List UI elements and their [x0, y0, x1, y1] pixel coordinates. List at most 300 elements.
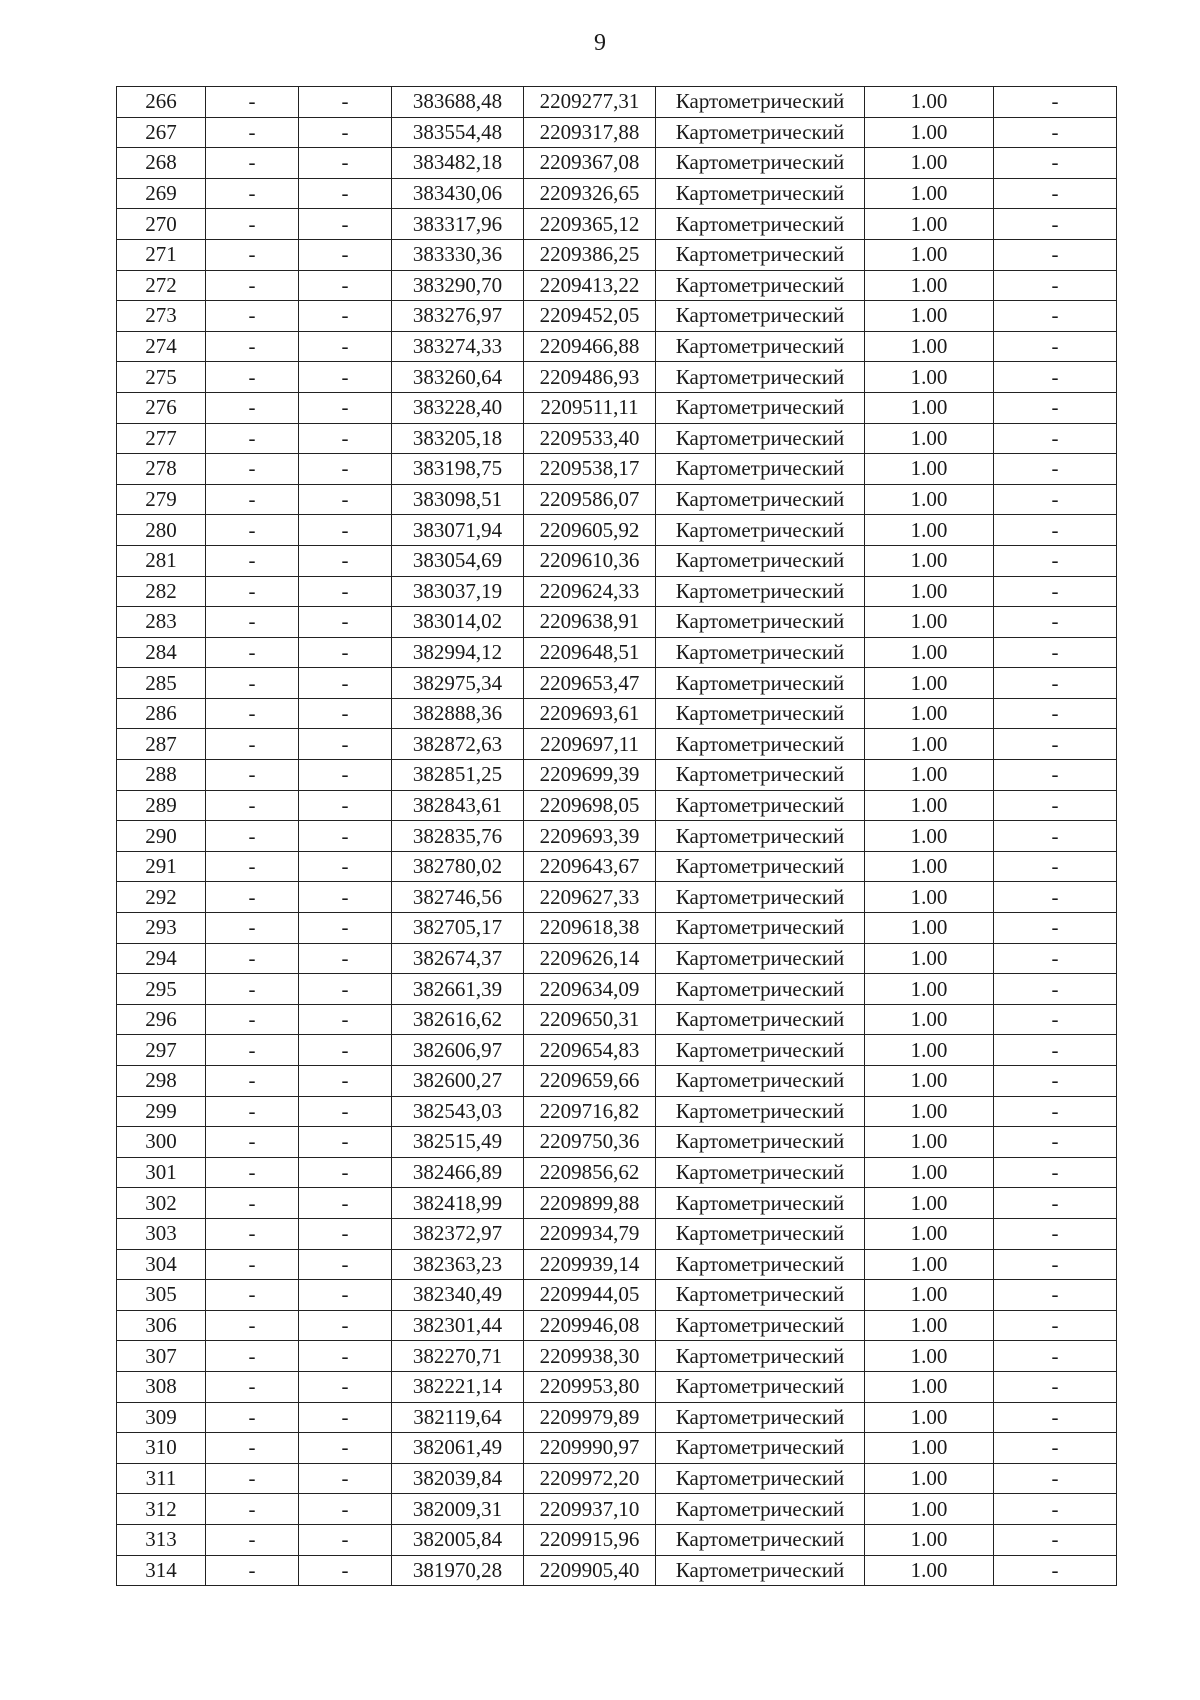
table-row: [117, 1402, 1117, 1433]
accuracy-cell: 1.00: [865, 1402, 994, 1433]
old-y-cell: -: [299, 1157, 392, 1188]
table-row: [117, 1188, 1117, 1219]
old-y-cell: -: [299, 1310, 392, 1341]
y-coordinate-cell: 2209944,05: [524, 1280, 656, 1311]
table-row: [117, 1280, 1117, 1311]
old-x-cell: -: [206, 239, 299, 270]
x-coordinate-cell: 382466,89: [392, 1157, 524, 1188]
y-coordinate-cell: 2209317,88: [524, 117, 656, 148]
method-cell: Картометрический: [656, 1310, 865, 1341]
description-cell: -: [994, 1249, 1117, 1280]
description-cell: -: [994, 729, 1117, 760]
accuracy-cell: 1.00: [865, 1280, 994, 1311]
y-coordinate-cell: 2209937,10: [524, 1494, 656, 1525]
x-coordinate-cell: 383198,75: [392, 454, 524, 485]
y-coordinate-cell: 2209610,36: [524, 545, 656, 576]
page-number: 9: [594, 30, 606, 56]
old-y-cell: -: [299, 270, 392, 301]
accuracy-cell: 1.00: [865, 423, 994, 454]
description-cell: -: [994, 1433, 1117, 1464]
coordinates-table-body: [117, 87, 1117, 1586]
method-cell: Картометрический: [656, 148, 865, 179]
old-y-cell: -: [299, 1463, 392, 1494]
table-row: [117, 392, 1117, 423]
method-cell: Картометрический: [656, 882, 865, 913]
table-row: [117, 1371, 1117, 1402]
accuracy-cell: 1.00: [865, 668, 994, 699]
x-coordinate-cell: 382835,76: [392, 821, 524, 852]
point-number-cell: 269: [117, 178, 206, 209]
old-y-cell: -: [299, 301, 392, 332]
point-number-cell: 303: [117, 1218, 206, 1249]
old-x-cell: -: [206, 1402, 299, 1433]
table-row: [117, 943, 1117, 974]
y-coordinate-cell: 2209693,39: [524, 821, 656, 852]
method-cell: Картометрический: [656, 637, 865, 668]
old-y-cell: -: [299, 331, 392, 362]
old-x-cell: -: [206, 943, 299, 974]
point-number-cell: 305: [117, 1280, 206, 1311]
old-x-cell: -: [206, 698, 299, 729]
old-y-cell: -: [299, 607, 392, 638]
accuracy-cell: 1.00: [865, 1371, 994, 1402]
old-x-cell: -: [206, 209, 299, 240]
accuracy-cell: 1.00: [865, 148, 994, 179]
old-x-cell: -: [206, 1066, 299, 1097]
old-y-cell: -: [299, 454, 392, 485]
point-number-cell: 301: [117, 1157, 206, 1188]
old-y-cell: -: [299, 392, 392, 423]
y-coordinate-cell: 2209979,89: [524, 1402, 656, 1433]
accuracy-cell: 1.00: [865, 117, 994, 148]
old-x-cell: -: [206, 1555, 299, 1586]
table-row: [117, 1035, 1117, 1066]
x-coordinate-cell: 383430,06: [392, 178, 524, 209]
point-number-cell: 295: [117, 974, 206, 1005]
description-cell: -: [994, 1310, 1117, 1341]
description-cell: -: [994, 943, 1117, 974]
accuracy-cell: 1.00: [865, 1188, 994, 1219]
method-cell: Картометрический: [656, 974, 865, 1005]
old-x-cell: -: [206, 1249, 299, 1280]
old-x-cell: -: [206, 1127, 299, 1158]
method-cell: Картометрический: [656, 1341, 865, 1372]
method-cell: Картометрический: [656, 1004, 865, 1035]
accuracy-cell: 1.00: [865, 1433, 994, 1464]
description-cell: -: [994, 1188, 1117, 1219]
y-coordinate-cell: 2209915,96: [524, 1524, 656, 1555]
y-coordinate-cell: 2209386,25: [524, 239, 656, 270]
table-row: [117, 576, 1117, 607]
y-coordinate-cell: 2209277,31: [524, 87, 656, 118]
y-coordinate-cell: 2209653,47: [524, 668, 656, 699]
method-cell: Картометрический: [656, 1555, 865, 1586]
point-number-cell: 314: [117, 1555, 206, 1586]
old-x-cell: -: [206, 1341, 299, 1372]
table-row: [117, 87, 1117, 118]
y-coordinate-cell: 2209618,38: [524, 913, 656, 944]
description-cell: -: [994, 484, 1117, 515]
old-x-cell: -: [206, 913, 299, 944]
y-coordinate-cell: 2209627,33: [524, 882, 656, 913]
y-coordinate-cell: 2209990,97: [524, 1433, 656, 1464]
old-x-cell: -: [206, 178, 299, 209]
table-row: [117, 239, 1117, 270]
old-x-cell: -: [206, 1188, 299, 1219]
accuracy-cell: 1.00: [865, 576, 994, 607]
x-coordinate-cell: 383037,19: [392, 576, 524, 607]
table-row: [117, 484, 1117, 515]
old-x-cell: -: [206, 484, 299, 515]
accuracy-cell: 1.00: [865, 1494, 994, 1525]
y-coordinate-cell: 2209650,31: [524, 1004, 656, 1035]
accuracy-cell: 1.00: [865, 454, 994, 485]
accuracy-cell: 1.00: [865, 698, 994, 729]
old-y-cell: -: [299, 1341, 392, 1372]
point-number-cell: 271: [117, 239, 206, 270]
old-y-cell: -: [299, 1433, 392, 1464]
old-y-cell: -: [299, 1280, 392, 1311]
accuracy-cell: 1.00: [865, 1096, 994, 1127]
old-x-cell: -: [206, 1463, 299, 1494]
point-number-cell: 309: [117, 1402, 206, 1433]
accuracy-cell: 1.00: [865, 301, 994, 332]
y-coordinate-cell: 2209638,91: [524, 607, 656, 638]
method-cell: Картометрический: [656, 1371, 865, 1402]
old-x-cell: -: [206, 790, 299, 821]
point-number-cell: 302: [117, 1188, 206, 1219]
x-coordinate-cell: 383688,48: [392, 87, 524, 118]
y-coordinate-cell: 2209365,12: [524, 209, 656, 240]
old-y-cell: -: [299, 1494, 392, 1525]
x-coordinate-cell: 382543,03: [392, 1096, 524, 1127]
old-y-cell: -: [299, 178, 392, 209]
x-coordinate-cell: 382270,71: [392, 1341, 524, 1372]
description-cell: -: [994, 515, 1117, 546]
point-number-cell: 312: [117, 1494, 206, 1525]
x-coordinate-cell: 383054,69: [392, 545, 524, 576]
old-y-cell: -: [299, 1127, 392, 1158]
old-y-cell: -: [299, 423, 392, 454]
old-x-cell: -: [206, 851, 299, 882]
description-cell: -: [994, 607, 1117, 638]
table-row: [117, 1494, 1117, 1525]
point-number-cell: 298: [117, 1066, 206, 1097]
description-cell: -: [994, 454, 1117, 485]
method-cell: Картометрический: [656, 1188, 865, 1219]
table-row: [117, 1096, 1117, 1127]
description-cell: -: [994, 1463, 1117, 1494]
y-coordinate-cell: 2209326,65: [524, 178, 656, 209]
description-cell: -: [994, 423, 1117, 454]
table-row: [117, 117, 1117, 148]
y-coordinate-cell: 2209716,82: [524, 1096, 656, 1127]
description-cell: -: [994, 1402, 1117, 1433]
x-coordinate-cell: 382221,14: [392, 1371, 524, 1402]
y-coordinate-cell: 2209953,80: [524, 1371, 656, 1402]
description-cell: -: [994, 270, 1117, 301]
point-number-cell: 292: [117, 882, 206, 913]
old-x-cell: -: [206, 270, 299, 301]
y-coordinate-cell: 2209938,30: [524, 1341, 656, 1372]
method-cell: Картометрический: [656, 117, 865, 148]
old-y-cell: -: [299, 1249, 392, 1280]
table-row: [117, 423, 1117, 454]
accuracy-cell: 1.00: [865, 1341, 994, 1372]
method-cell: Картометрический: [656, 760, 865, 791]
old-y-cell: -: [299, 760, 392, 791]
old-y-cell: -: [299, 1218, 392, 1249]
x-coordinate-cell: 382606,97: [392, 1035, 524, 1066]
table-row: [117, 545, 1117, 576]
old-x-cell: -: [206, 1371, 299, 1402]
point-number-cell: 267: [117, 117, 206, 148]
accuracy-cell: 1.00: [865, 729, 994, 760]
table-row: [117, 454, 1117, 485]
old-y-cell: -: [299, 943, 392, 974]
point-number-cell: 276: [117, 392, 206, 423]
x-coordinate-cell: 382661,39: [392, 974, 524, 1005]
method-cell: Картометрический: [656, 1035, 865, 1066]
method-cell: Картометрический: [656, 851, 865, 882]
description-cell: -: [994, 668, 1117, 699]
x-coordinate-cell: 382301,44: [392, 1310, 524, 1341]
description-cell: -: [994, 698, 1117, 729]
x-coordinate-cell: 382340,49: [392, 1280, 524, 1311]
description-cell: -: [994, 148, 1117, 179]
accuracy-cell: 1.00: [865, 331, 994, 362]
point-number-cell: 313: [117, 1524, 206, 1555]
y-coordinate-cell: 2209698,05: [524, 790, 656, 821]
description-cell: -: [994, 392, 1117, 423]
x-coordinate-cell: 383098,51: [392, 484, 524, 515]
description-cell: -: [994, 1341, 1117, 1372]
description-cell: -: [994, 239, 1117, 270]
description-cell: -: [994, 362, 1117, 393]
point-number-cell: 283: [117, 607, 206, 638]
accuracy-cell: 1.00: [865, 1066, 994, 1097]
y-coordinate-cell: 2209634,09: [524, 974, 656, 1005]
y-coordinate-cell: 2209624,33: [524, 576, 656, 607]
old-y-cell: -: [299, 974, 392, 1005]
table-row: [117, 1127, 1117, 1158]
y-coordinate-cell: 2209413,22: [524, 270, 656, 301]
old-x-cell: -: [206, 882, 299, 913]
x-coordinate-cell: 383330,36: [392, 239, 524, 270]
x-coordinate-cell: 383014,02: [392, 607, 524, 638]
old-y-cell: -: [299, 1371, 392, 1402]
y-coordinate-cell: 2209972,20: [524, 1463, 656, 1494]
x-coordinate-cell: 382061,49: [392, 1433, 524, 1464]
old-y-cell: -: [299, 576, 392, 607]
old-x-cell: -: [206, 576, 299, 607]
old-x-cell: -: [206, 760, 299, 791]
y-coordinate-cell: 2209697,11: [524, 729, 656, 760]
y-coordinate-cell: 2209511,11: [524, 392, 656, 423]
x-coordinate-cell: 381970,28: [392, 1555, 524, 1586]
y-coordinate-cell: 2209367,08: [524, 148, 656, 179]
y-coordinate-cell: 2209693,61: [524, 698, 656, 729]
x-coordinate-cell: 383554,48: [392, 117, 524, 148]
point-number-cell: 293: [117, 913, 206, 944]
table-row: [117, 607, 1117, 638]
point-number-cell: 275: [117, 362, 206, 393]
table-row: [117, 148, 1117, 179]
description-cell: -: [994, 178, 1117, 209]
method-cell: Картометрический: [656, 239, 865, 270]
method-cell: Картометрический: [656, 1249, 865, 1280]
method-cell: Картометрический: [656, 790, 865, 821]
description-cell: -: [994, 1555, 1117, 1586]
old-y-cell: -: [299, 484, 392, 515]
description-cell: -: [994, 821, 1117, 852]
method-cell: Картометрический: [656, 270, 865, 301]
point-number-cell: 266: [117, 87, 206, 118]
x-coordinate-cell: 382780,02: [392, 851, 524, 882]
accuracy-cell: 1.00: [865, 1218, 994, 1249]
y-coordinate-cell: 2209533,40: [524, 423, 656, 454]
table-row: [117, 974, 1117, 1005]
method-cell: Картометрический: [656, 1096, 865, 1127]
old-x-cell: -: [206, 1004, 299, 1035]
accuracy-cell: 1.00: [865, 1035, 994, 1066]
point-number-cell: 270: [117, 209, 206, 240]
point-number-cell: 287: [117, 729, 206, 760]
x-coordinate-cell: 382600,27: [392, 1066, 524, 1097]
method-cell: Картометрический: [656, 1218, 865, 1249]
table-row: [117, 178, 1117, 209]
old-x-cell: -: [206, 729, 299, 760]
y-coordinate-cell: 2209934,79: [524, 1218, 656, 1249]
old-y-cell: -: [299, 637, 392, 668]
point-number-cell: 280: [117, 515, 206, 546]
point-number-cell: 282: [117, 576, 206, 607]
old-y-cell: -: [299, 1402, 392, 1433]
method-cell: Картометрический: [656, 178, 865, 209]
y-coordinate-cell: 2209905,40: [524, 1555, 656, 1586]
table-row: [117, 637, 1117, 668]
description-cell: -: [994, 331, 1117, 362]
point-number-cell: 281: [117, 545, 206, 576]
accuracy-cell: 1.00: [865, 1524, 994, 1555]
point-number-cell: 296: [117, 1004, 206, 1035]
description-cell: -: [994, 301, 1117, 332]
table-row: [117, 851, 1117, 882]
accuracy-cell: 1.00: [865, 1555, 994, 1586]
old-x-cell: -: [206, 607, 299, 638]
method-cell: Картометрический: [656, 607, 865, 638]
old-y-cell: -: [299, 209, 392, 240]
point-number-cell: 291: [117, 851, 206, 882]
description-cell: -: [994, 637, 1117, 668]
description-cell: -: [994, 1004, 1117, 1035]
x-coordinate-cell: 383260,64: [392, 362, 524, 393]
accuracy-cell: 1.00: [865, 1127, 994, 1158]
accuracy-cell: 1.00: [865, 821, 994, 852]
description-cell: -: [994, 1157, 1117, 1188]
old-y-cell: -: [299, 1004, 392, 1035]
old-y-cell: -: [299, 1188, 392, 1219]
accuracy-cell: 1.00: [865, 607, 994, 638]
old-x-cell: -: [206, 637, 299, 668]
point-number-cell: 307: [117, 1341, 206, 1372]
old-y-cell: -: [299, 913, 392, 944]
old-x-cell: -: [206, 1035, 299, 1066]
old-x-cell: -: [206, 1433, 299, 1464]
x-coordinate-cell: 383205,18: [392, 423, 524, 454]
description-cell: -: [994, 913, 1117, 944]
old-y-cell: -: [299, 117, 392, 148]
table-row: [117, 668, 1117, 699]
method-cell: Картометрический: [656, 1494, 865, 1525]
old-y-cell: -: [299, 821, 392, 852]
point-number-cell: 277: [117, 423, 206, 454]
point-number-cell: 274: [117, 331, 206, 362]
y-coordinate-cell: 2209466,88: [524, 331, 656, 362]
accuracy-cell: 1.00: [865, 882, 994, 913]
table-row: [117, 209, 1117, 240]
description-cell: -: [994, 1035, 1117, 1066]
x-coordinate-cell: 382746,56: [392, 882, 524, 913]
x-coordinate-cell: 383317,96: [392, 209, 524, 240]
method-cell: Картометрический: [656, 423, 865, 454]
old-x-cell: -: [206, 148, 299, 179]
old-x-cell: -: [206, 545, 299, 576]
table-row: [117, 1555, 1117, 1586]
old-x-cell: -: [206, 1494, 299, 1525]
method-cell: Картометрический: [656, 87, 865, 118]
old-y-cell: -: [299, 362, 392, 393]
accuracy-cell: 1.00: [865, 484, 994, 515]
accuracy-cell: 1.00: [865, 1157, 994, 1188]
x-coordinate-cell: 382616,62: [392, 1004, 524, 1035]
x-coordinate-cell: 382372,97: [392, 1218, 524, 1249]
x-coordinate-cell: 383228,40: [392, 392, 524, 423]
accuracy-cell: 1.00: [865, 1310, 994, 1341]
point-number-cell: 279: [117, 484, 206, 515]
x-coordinate-cell: 382994,12: [392, 637, 524, 668]
description-cell: -: [994, 1371, 1117, 1402]
point-number-cell: 278: [117, 454, 206, 485]
method-cell: Картометрический: [656, 1433, 865, 1464]
old-y-cell: -: [299, 87, 392, 118]
old-y-cell: -: [299, 515, 392, 546]
table-row: [117, 882, 1117, 913]
accuracy-cell: 1.00: [865, 178, 994, 209]
y-coordinate-cell: 2209939,14: [524, 1249, 656, 1280]
table-row: [117, 515, 1117, 546]
accuracy-cell: 1.00: [865, 270, 994, 301]
x-coordinate-cell: 383071,94: [392, 515, 524, 546]
table-row: [117, 270, 1117, 301]
old-x-cell: -: [206, 301, 299, 332]
table-row: [117, 301, 1117, 332]
point-number-cell: 304: [117, 1249, 206, 1280]
accuracy-cell: 1.00: [865, 1249, 994, 1280]
accuracy-cell: 1.00: [865, 790, 994, 821]
method-cell: Картометрический: [656, 1066, 865, 1097]
point-number-cell: 272: [117, 270, 206, 301]
description-cell: -: [994, 790, 1117, 821]
old-y-cell: -: [299, 1555, 392, 1586]
accuracy-cell: 1.00: [865, 87, 994, 118]
method-cell: Картометрический: [656, 1524, 865, 1555]
point-number-cell: 288: [117, 760, 206, 791]
old-y-cell: -: [299, 882, 392, 913]
x-coordinate-cell: 382888,36: [392, 698, 524, 729]
accuracy-cell: 1.00: [865, 637, 994, 668]
x-coordinate-cell: 382005,84: [392, 1524, 524, 1555]
